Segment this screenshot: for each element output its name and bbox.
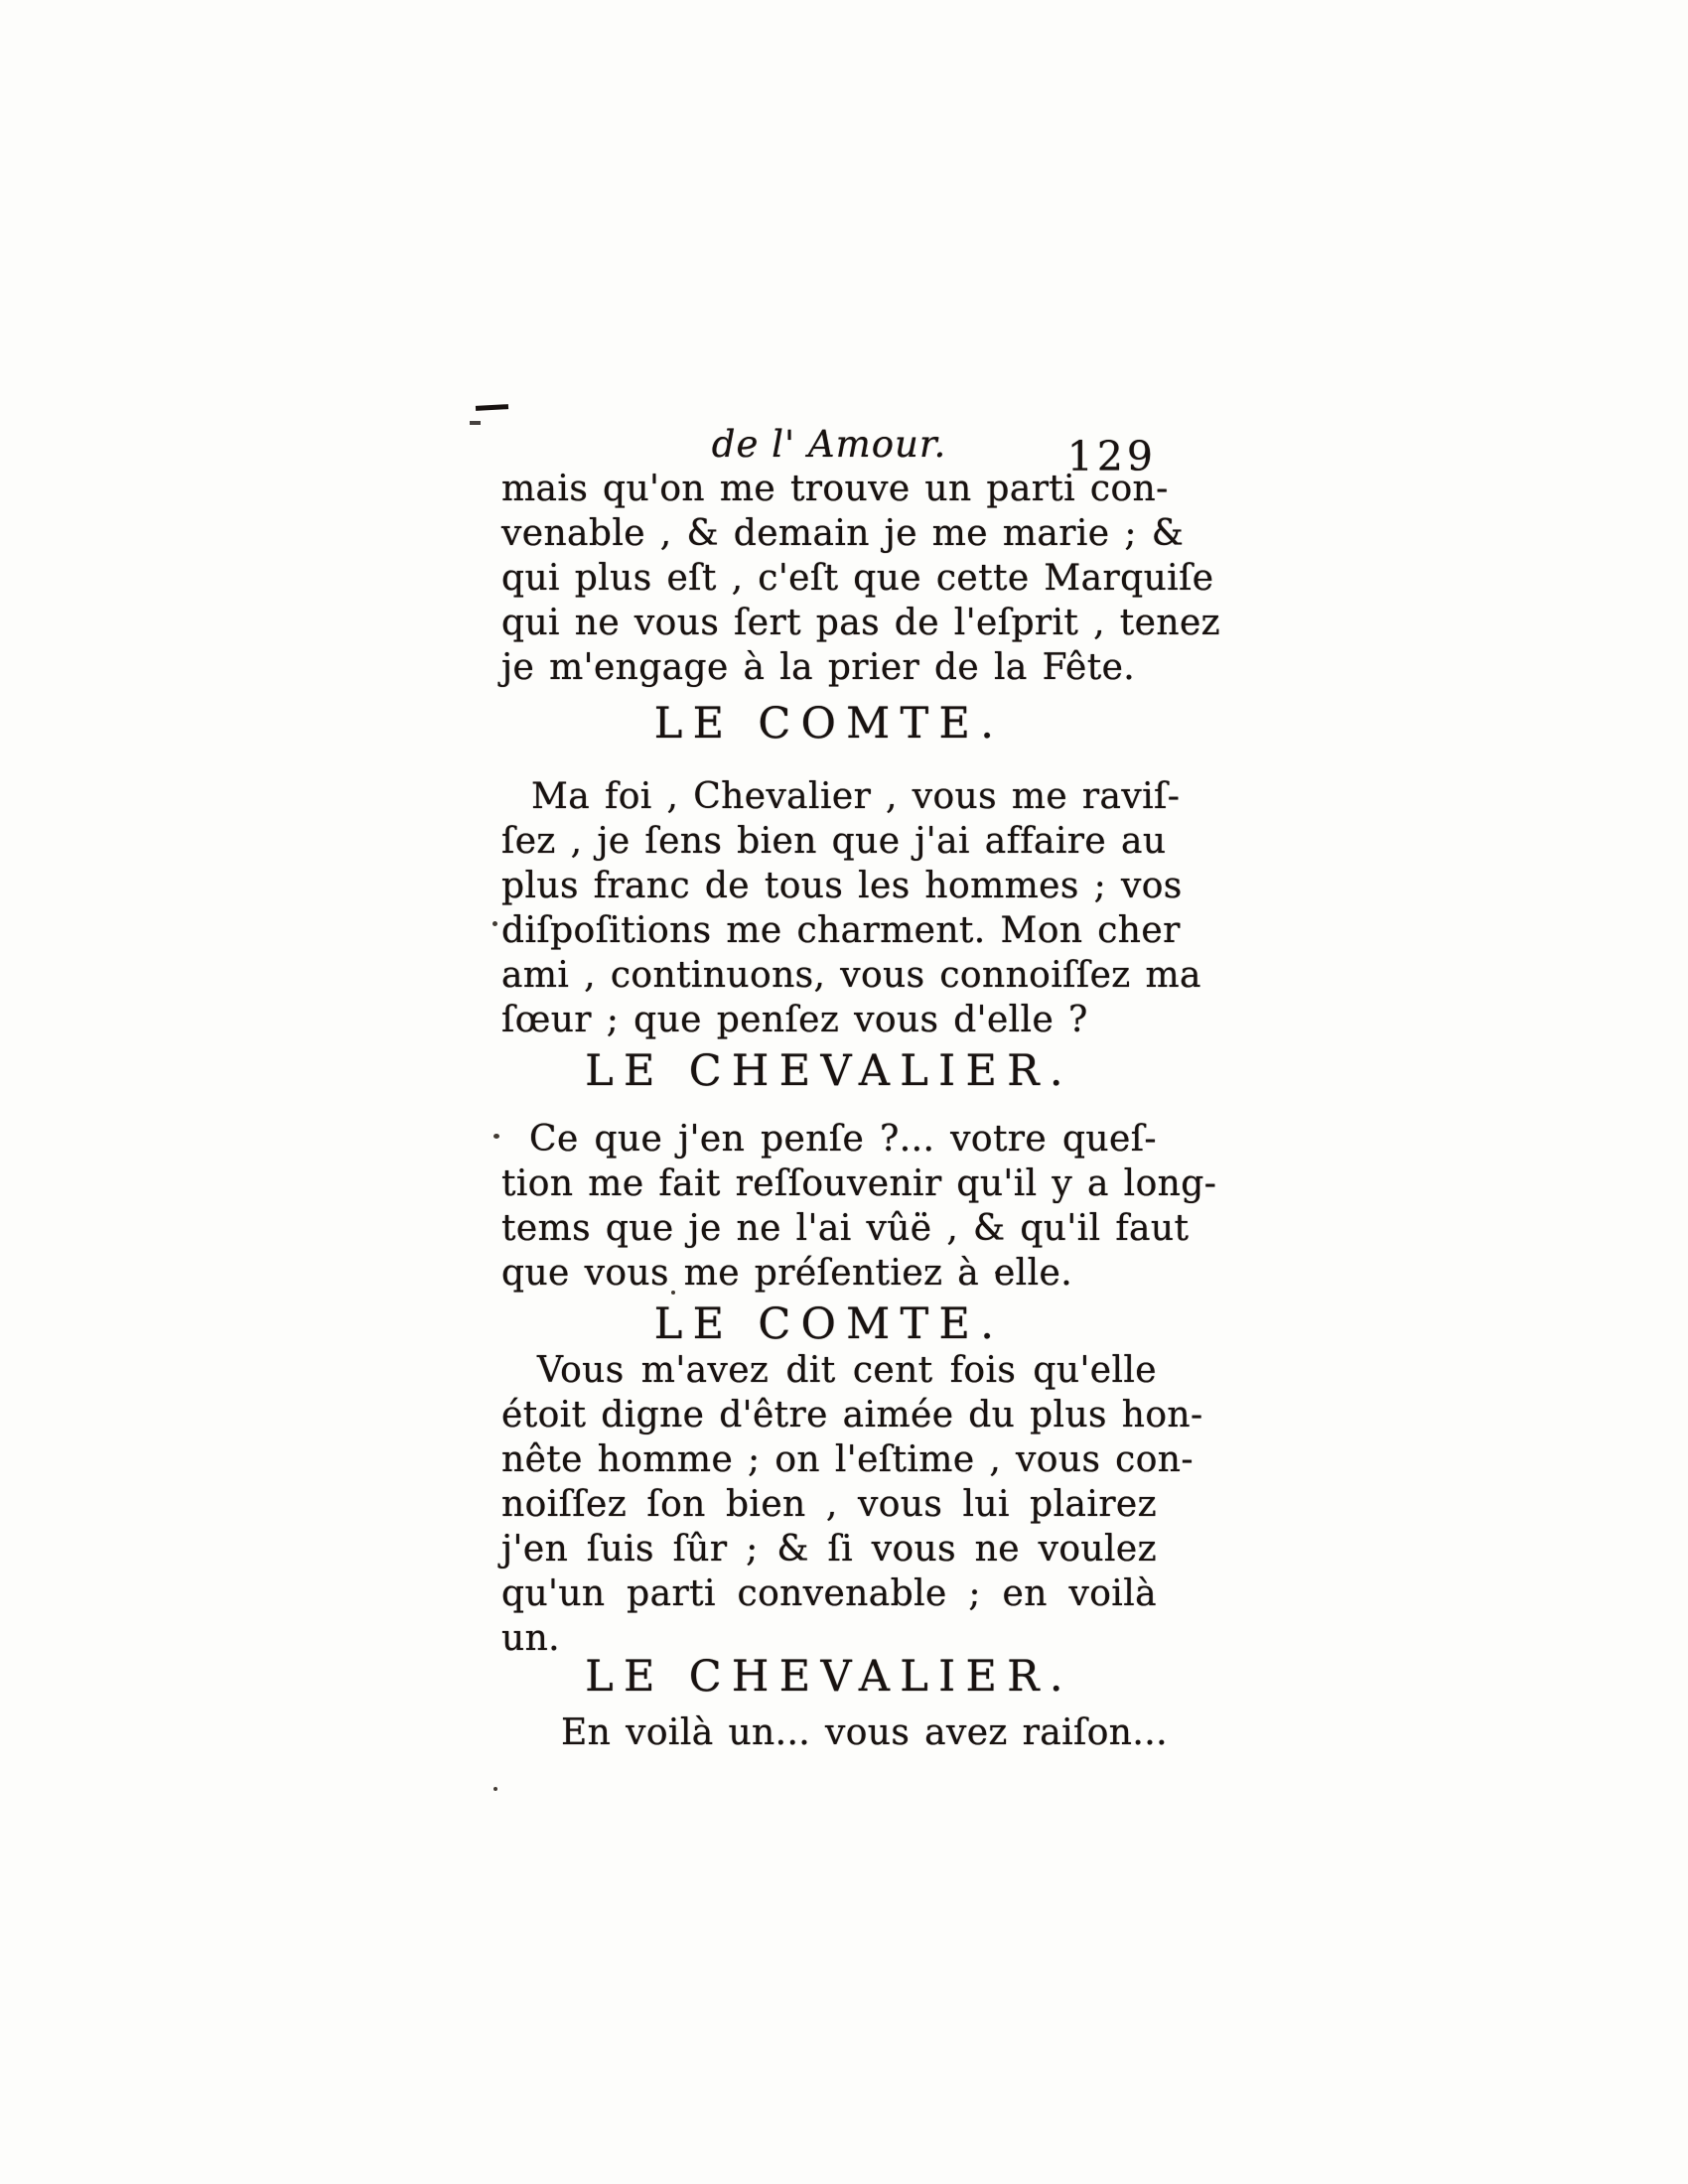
text-line: qui ne vous ſert pas de l'eſprit , tenez bbox=[501, 603, 1221, 643]
scan-speck bbox=[493, 1787, 497, 1791]
text-line: plus franc de tous les hommes ; vos bbox=[501, 866, 1183, 906]
text-line: qu'un parti convenable ; en voilà bbox=[501, 1573, 1157, 1614]
paragraph bbox=[501, 1348, 1203, 1661]
text-line: ſez , je ſens bien que j'ai affaire au bbox=[501, 821, 1167, 862]
speaker-heading: LE CHEVALIER. bbox=[585, 1046, 1073, 1096]
text-line: ſœur ; que penſez vous d'elle ? bbox=[501, 1000, 1088, 1040]
text-line: venable , & demain je me marie ; & bbox=[501, 513, 1185, 554]
text-line: ami , continuons, vous connoiſſez ma bbox=[501, 955, 1201, 996]
text-line: un. bbox=[501, 1618, 561, 1659]
text-line: tems que je ne l'ai vûë , & qu'il faut bbox=[501, 1208, 1190, 1249]
text-line: qui plus eſt , c'eſt que cette Marquiſe bbox=[501, 558, 1214, 599]
speaker-heading: LE CHEVALIER. bbox=[585, 1652, 1073, 1702]
text-line: diſpoſitions me charment. Mon cher bbox=[501, 910, 1181, 951]
paragraph bbox=[501, 774, 1201, 1042]
scan-speck bbox=[493, 1134, 499, 1139]
text-line: j'en ſuis ſûr ; & ſi vous ne voulez bbox=[501, 1529, 1157, 1570]
text-line: Vous m'avez dit cent fois qu'elle bbox=[537, 1350, 1157, 1391]
text-line: que vous me préſentiez à elle. bbox=[501, 1253, 1073, 1294]
text-line: tion me fait reſſouvenir qu'il y a long- bbox=[501, 1163, 1217, 1204]
speaker-heading: LE COMTE. bbox=[653, 1299, 1005, 1349]
text-column bbox=[501, 0, 1221, 2184]
paragraph bbox=[501, 467, 1221, 690]
text-line: mais qu'on me trouve un parti con- bbox=[501, 469, 1169, 509]
running-header bbox=[501, 421, 1157, 480]
paragraph bbox=[501, 1117, 1217, 1296]
text-line: je m'engage à la prier de la Fête. bbox=[501, 647, 1136, 688]
running-title: de l' Amour. bbox=[711, 423, 947, 466]
scan-artifact-dash-small bbox=[470, 421, 481, 425]
text-line: Ce que j'en penſe ?... votre queſ- bbox=[529, 1119, 1157, 1160]
text-line: nête homme ; on l'eſtime , vous con- bbox=[501, 1439, 1194, 1480]
text-line: Ma foi , Chevalier , vous me raviſ- bbox=[531, 776, 1181, 817]
text-line: En voilà un... vous avez raiſon... bbox=[561, 1712, 1168, 1753]
page-number: 129 bbox=[1066, 433, 1157, 480]
text-line: étoit digne d'être aimée du plus hon- bbox=[501, 1395, 1203, 1435]
paragraph bbox=[501, 1710, 1168, 1755]
text-line: noiſſez ſon bien , vous lui plairez bbox=[501, 1484, 1157, 1525]
scan-speck bbox=[492, 921, 497, 926]
speaker-heading: LE COMTE. bbox=[653, 699, 1005, 749]
